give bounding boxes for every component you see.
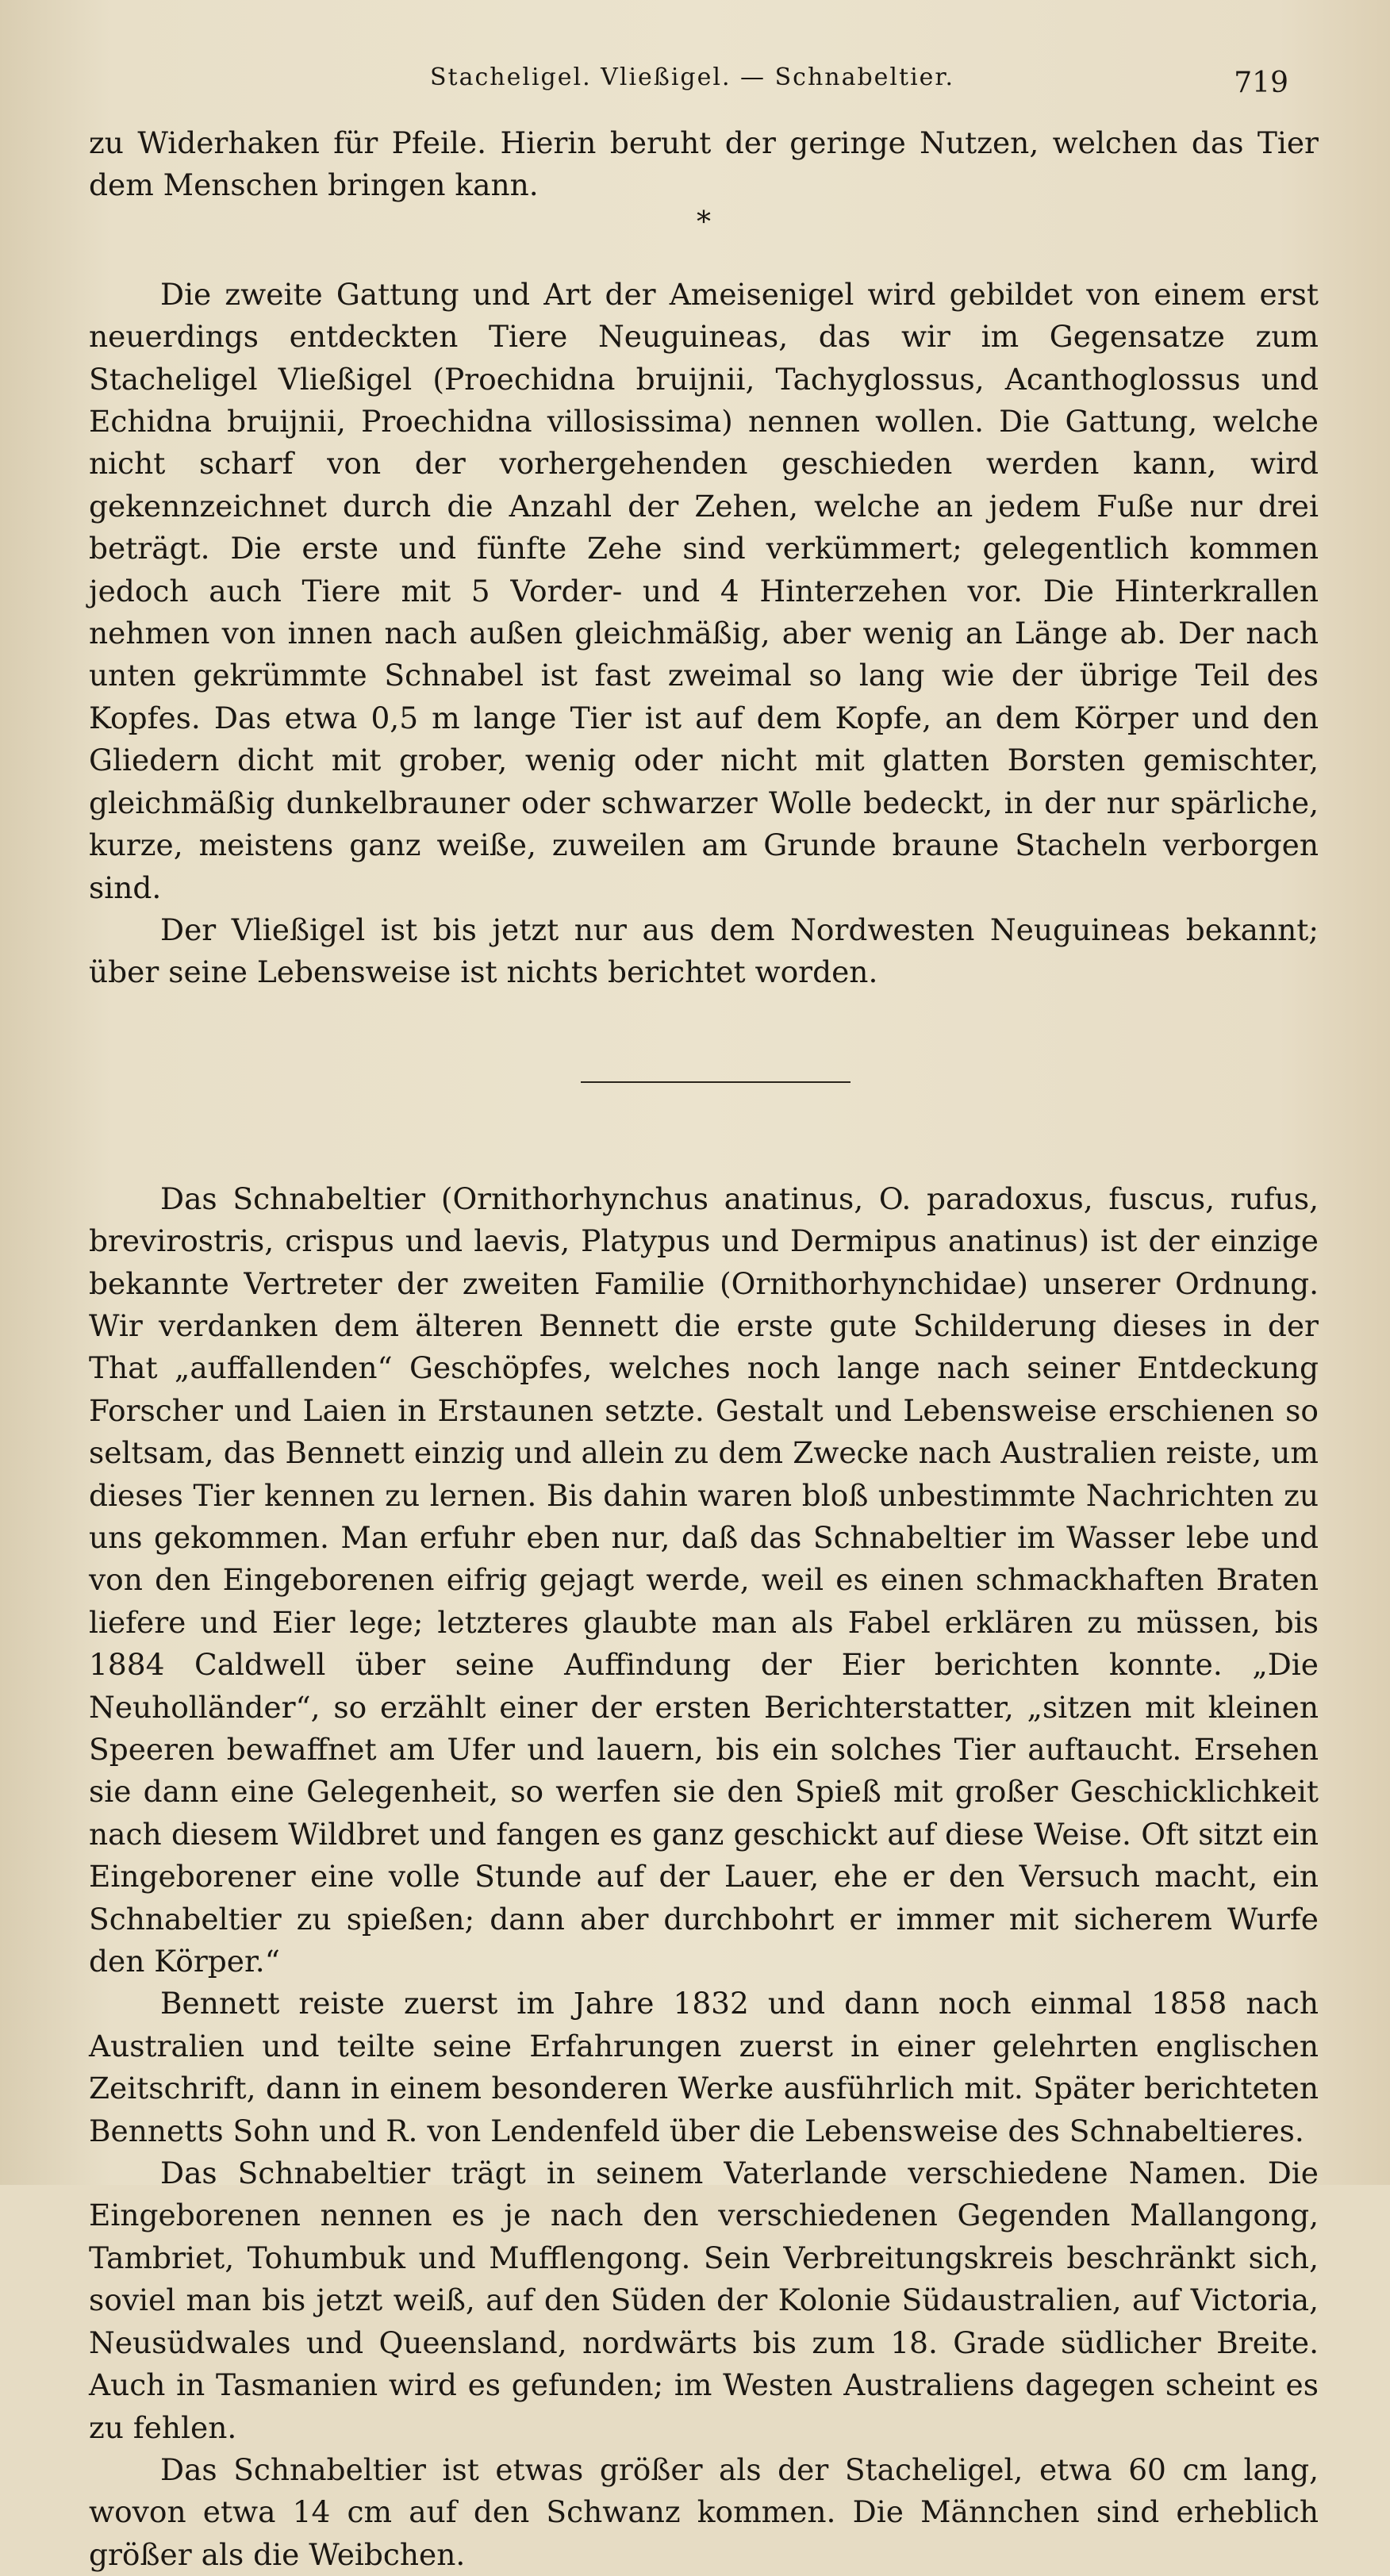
- running-title: Stacheligel. Vließigel. — Schnabeltier.: [430, 63, 955, 91]
- paragraph-bennett: Bennett reiste zuerst im Jahre 1832 und dann noch einmal 1858 nach Australien und teilte seine Erfahrungen zuerst in einer gelehrten englischen Zeitschrift, dann in einem besonderen Werke ausführlich mit. Später berichteten Bennetts Sohn und R. von Lendenfeld über die Lebensweise des Schnabeltieres.: [89, 1986, 1319, 2148]
- paragraph-schnabeltier-intro: Das Schnabeltier (Ornithorhynchus anatinus, O. paradoxus, fuscus, rufus, brevirostris, crispus und laevis, Platypus und Dermipus anatinus) ist der einzige bekannte Vertreter der zweiten Familie (Ornithorhynchidae) unserer Ordnung. Wir verdanken dem älteren Bennett die erste gute Schilderung dieses in der That „auffallenden“ Geschöpfes, welches noch lange nach seiner Entdeckung Forscher und Laien in Erstaunen setzte. Gestalt und Lebensweise erschienen so seltsam, das Bennett einzig und allein zu dem Zwecke nach Australien reiste, um dieses Tier kennen zu lernen. Bis dahin waren bloß unbestimmte Nachrichten zu uns gekommen. Man erfuhr eben nur, daß das Schnabeltier im Wasser lebe und von den Eingeborenen eifrig gejagt werde, weil es einen schmackhaften Braten liefere und Eier lege; letzteres glaubte man als Fabel erklären zu müssen, bis 1884 Caldwell über seine Auffindung der Eier berichten konnte. „Die Neuholländer“, so erzählt einer der ersten Berichterstatter, „sitzen mit kleinen Speeren bewaffnet am Ufer und lauern, bis ein solches Tier auftaucht. Ersehen sie dann eine Gelegenheit, so werfen sie den Spieß mit großer Geschicklichkeit nach diesem Wildbret und fangen es ganz geschickt auf diese Weise. Oft sitzt ein Eingeborener eine volle Stunde auf der Lauer, ehe er den Versuch macht, ein Schnabeltier zu spießen; dann aber durchbohrt er immer mit sicherem Wurfe den Körper.“: [89, 1181, 1319, 1979]
- paragraph-vliessigel-description: Die zweite Gattung und Art der Ameisenigel wird gebildet von einem erst neuerdings entdeckten Tiere Neuguineas, das wir im Gegensatze zum Stacheligel Vließigel (Proechidna bruijnii, Tachyglossus, Acanthoglossus und Echidna bruijnii, Proechidna villosissima) nennen wollen. Die Gattung, welche nicht scharf von der vorhergehenden geschieden werden kann, wird gekennzeichnet durch die Anzahl der Zehen, welche an jedem Fuße nur drei beträgt. Die erste und fünfte Zehe sind verkümmert; gelegentlich kommen jedoch auch Tiere mit 5 Vorder- und 4 Hinterzehen vor. Die Hinterkrallen nehmen von innen nach außen gleichmäßig, aber wenig an Länge ab. Der nach unten gekrümmte Schnabel ist fast zweimal so lang wie der übrige Teil des Kopfes. Das etwa 0,5 m lange Tier ist auf dem Kopfe, an dem Körper und den Gliedern dicht mit grober, wenig oder nicht mit glatten Borsten gemischter, gleichmäßig dunkelbrauner oder schwarzer Wolle bedeckt, in der nur spärliche, kurze, meistens ganz weiße, zuweilen am Grunde braune Stacheln verborgen sind.: [89, 276, 1319, 905]
- paragraph-vliessigel-range: Der Vließigel ist bis jetzt nur aus dem Nordwesten Neuguineas bekannt; über seine Lebensweise ist nichts berichtet worden.: [89, 912, 1319, 990]
- paragraph-continuation: zu Widerhaken für Pfeile. Hierin beruht der geringe Nutzen, welchen das Tier dem Menschen bringen kann.: [89, 125, 1319, 203]
- section-asterisk: *: [697, 205, 711, 239]
- section-divider: [581, 1081, 851, 1083]
- paragraph-names-range: Das Schnabeltier trägt in seinem Vaterlande verschiedene Namen. Die Eingeborenen nennen es je nach den verschiedenen Gegenden Mallangong, Tambriet, Tohumbuk und Mufflengong. Sein Verbreitungskreis beschränkt sich, soviel man bis jetzt weiß, auf den Süden der Kolonie Südaustralien, auf Victoria, Neusüdwales und Queensland, nordwärts bis zum 18. Grade südlicher Breite. Auch in Tasmanien wird es gefunden; im Westen Australiens dagegen scheint es zu fehlen.: [89, 2156, 1319, 2445]
- paragraph-size: Das Schnabeltier ist etwas größer als der Stacheligel, etwa 60 cm lang, wovon etwa 14 cm auf den Schwanz kommen. Die Männchen sind erheblich größer als die Weibchen.: [89, 2451, 1319, 2572]
- page-number: 719: [1234, 67, 1288, 99]
- running-head: [89, 56, 1319, 111]
